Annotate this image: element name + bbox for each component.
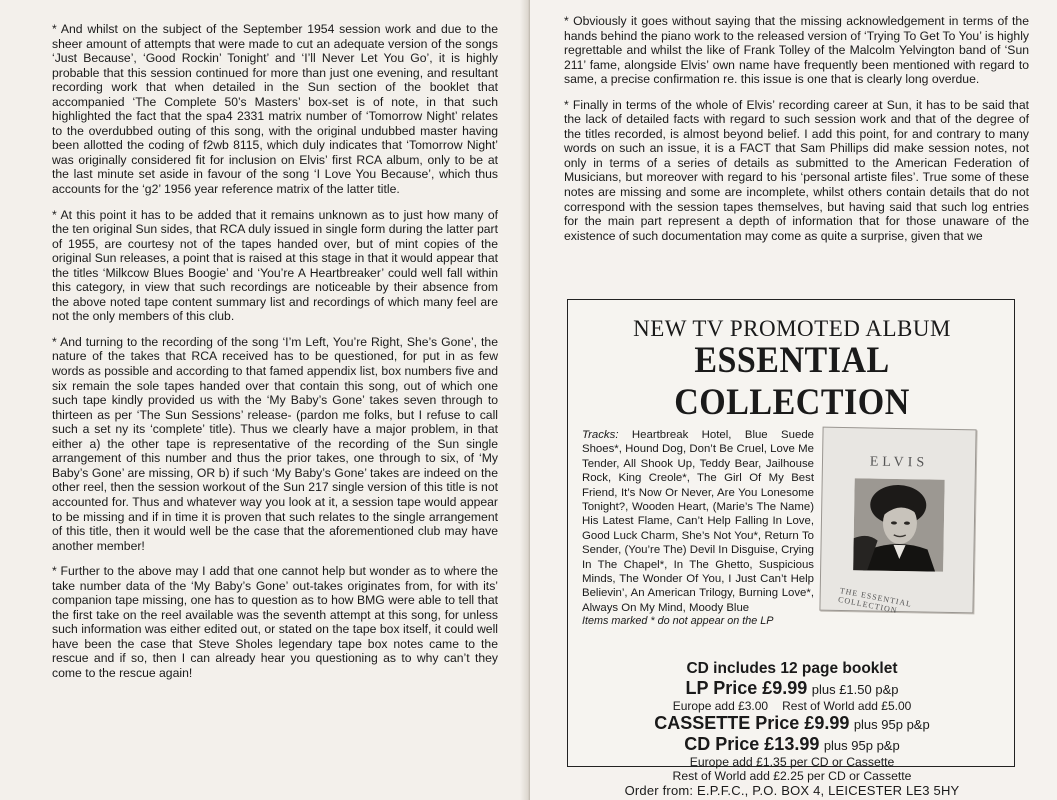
price-block <box>582 660 1002 798</box>
lp-note: Items marked * do not appear on the LP <box>582 615 774 628</box>
right-paragraph-1: * Obviously it goes without saying that the missing acknowledgement in terms of the hands behind the piano work to the released version of ‘Trying To Get To You’ is highly regrettable and whilst the like of Frank Tolley of the Malcolm Yelvington band of ‘Sun 211’ fame, alongside Elvis’ own name have frequently been mentioned with regard to same, a precise confirmation re. this issue is one that is clearly long overdue. <box>564 14 1029 87</box>
album-cover-image <box>819 427 976 614</box>
lp-overseas-line <box>582 699 1002 713</box>
elvis-portrait-image <box>853 478 945 572</box>
left-page <box>0 0 528 800</box>
booklet-line: CD includes 12 page booklet <box>686 660 898 677</box>
cassette-postage: plus 95p p&p <box>853 717 930 732</box>
left-paragraph-4: * Further to the above may I add that one cannot help but wonder as to where the take number data of the ‘My Baby’s Gone’ out-takes originates from, for with its’ companion tape missing, one has to question as to how BMG were able to tell that the first take on the reel available was the seventh attempt at this song, for unless such information was either edited out, or stated on the tape box itself, it could well have been the case that Steve Sholes legendary tape box notes came to the rescue and if so, then I can already hear you questioning as to why can’t they come to the rescue again! <box>52 564 498 680</box>
advert-title: ESSENTIAL COLLECTION <box>674 340 910 423</box>
cassette-price-line <box>582 713 1002 734</box>
tracks-label: Tracks: <box>582 429 619 441</box>
cd-price-line <box>582 734 1002 755</box>
lp-europe: Europe add £3.00 <box>672 699 769 713</box>
album-advert <box>567 299 1015 798</box>
tracks-text: Heartbreak Hotel, Blue Suede Shoes*, Hound Dog, Don’t Be Cruel, Love Me Tender, All Shook Up, Teddy Bear, Jailhouse Rock, King Creole*, The Girl Of My Best Friend, It’s Now Or Never, Are You Lonesome Tonight?, Wooden Heart, (Marie’s The Name) His Latest Flame, Can’t Help Falling In Love, Good Luck Charm, She’s Not You*, Return To Sender, (You’re The) Devil In Disguise, Crying In The Chapel*, In The Ghetto, Suspicious Minds, The Wonder Of You, I Just Can’t Help Believin’, An American Trilogy, Burning Love*, Always On My Mind, Moody Blue <box>582 429 814 614</box>
lp-postage: plus £1.50 p&p <box>811 682 899 697</box>
cd-postage: plus 95p p&p <box>823 738 900 753</box>
order-address: Order from: E.P.F.C., P.O. BOX 4, LEICESTER LE3 5HY <box>624 783 960 798</box>
album-cover-title: ELVIS <box>869 454 929 471</box>
cd-europe: Europe add £1.35 per CD or Cassette <box>689 755 895 769</box>
lp-rest-of-world: Rest of World add £5.00 <box>782 699 912 713</box>
left-paragraph-1: * And whilst on the subject of the September 1954 session work and due to the sheer amount of attempts that were made to cut an adequate version of the songs ‘Just Because’, ‘Good Rockin’ Tonight’ and ‘I’ll Never Let You Go’, it is highly probable that this session continued for more than just one evening, and resultant recording work that when detailed in the Sun section of the booklet that accompanied ‘The Complete 50’s Masters’ box-set is of note, in that such highlighted the fact that the spa4 2331 matrix number of ‘Tomorrow Night’ relates to the overdubbed outing of this song, with the original undubbed master having been allotted the coding of f2wb 8115, which duly indicates that ‘Tomorrow Night’ was originally considered fit for inclusion on Elvis’ first RCA album, only to be at the last minute set aside in favour of the song ‘I Love You Because’, which thus accounts for the ‘g2’ 1956 year reference matrix of the latter title. <box>52 22 498 197</box>
cd-rest-of-world: Rest of World add £2.25 per CD or Cassette <box>672 769 912 783</box>
lp-price: LP Price £9.99 <box>685 678 808 698</box>
lp-price-line <box>582 678 1002 699</box>
left-paragraph-3: * And turning to the recording of the song ‘I’m Left, You’re Right, She’s Gone’, the nature of the takes that RCA received has to be questioned, for put in as few words as possible and according to that famed appendix list, box numbers five and six remain the sole tapes handed over that contain this song, out of which one such tape kindly provided us with the ‘My Baby’s Gone’ takes seven through to thirteen as per ‘The Sun Sessions’ release- (pardon me folks, but I refuse to call such a set ny its ‘complete’ title). Thus we clearly have a major problem, in that either a) the other tape is representative of the recording of the Sun single arrangement of this number and thus the prior takes, one through to six, of ‘My Baby’s Gone’ are missing, OR b) if such ‘My Baby’s Gone’ takes are indeed on the other reel, then the session workout of the Sun 217 single version of this title is not accounted for. Thus and whatever way you look at it, a session tape would appear to be missing and if in time it is proven that such relates to the single arrangement of this title, then it would well be the case that the aforementioned club may have another member! <box>52 334 498 553</box>
advert-headline: NEW TV PROMOTED ALBUM <box>633 316 951 341</box>
cassette-price: CASSETTE Price £9.99 <box>654 713 850 733</box>
cd-price: CD Price £13.99 <box>684 734 820 754</box>
track-list <box>582 428 814 615</box>
album-cover-subtitle: THE ESSENTIAL COLLECTION <box>837 586 913 616</box>
left-paragraph-2: * At this point it has to be added that it remains unknown as to just how many of the ten original Sun sides, that RCA duly issued in single form during the latter part of 1955, are courtesy not of the tapes handed over, but of mint copies of the original Sun releases, a point that is raised at this stage in that it would appear that the titles ‘Milkcow Blues Boogie’ and ‘You’re A Heartbreaker’ could well fall within this category, in view that such recordings are noticeable by their absence from the above noted tape content summary list and recordings of which many feel are not the only members of this club. <box>52 207 498 324</box>
right-paragraph-2: * Finally in terms of the whole of Elvis’ recording career at Sun, it has to be said that the lack of detailed facts with regard to such session work and that of the degree of the titles recorded, is almost beyond belief. I add this point, for and contrary to many words on such an issue, it is a FACT that Sam Phillips did make session notes, not only in terms of a series of details as submitted to the American Federation of Musicians, but moreover with regard to his ‘personal artiste files’. True some of these notes are missing and some are incomplete, whilst others contain details that do not correspond with the session tapes themselves, but having said that such log entries for the main part represent a depth of information that for those unaware of the existence of such documentation may come as quite a surprise, given that we <box>564 97 1029 243</box>
advert-body <box>582 428 1002 660</box>
